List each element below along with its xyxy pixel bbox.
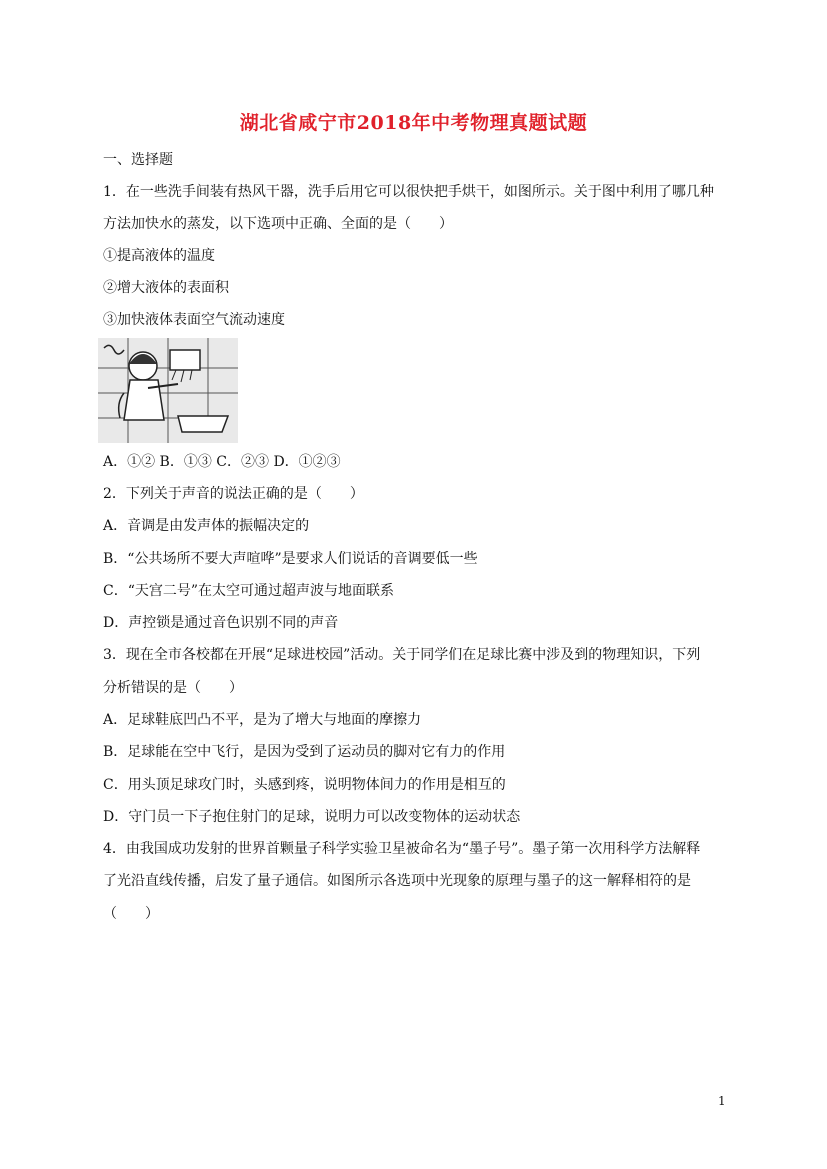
question-2-option-c: C．“天宫二号”在太空可通过超声波与地面联系: [103, 583, 395, 599]
question-1-item-3: ③加快液体表面空气流动速度: [103, 312, 285, 328]
question-1-options: A．①② B．①③ C．②③ D．①②③: [103, 454, 341, 470]
hand-dryer-illustration: [98, 338, 238, 443]
question-4-line-1: 4．由我国成功发射的世界首颗量子科学实验卫星被命名为“墨子号”。墨子第一次用科学方法解释: [103, 841, 701, 857]
question-1-line-2: 方法加快水的蒸发，以下选项中正确、全面的是（ ）: [103, 216, 453, 232]
question-1-item-2: ②增大液体的表面积: [103, 280, 229, 296]
question-4-line-3: （ ）: [103, 906, 159, 922]
question-2-option-b: B．“公共场所不要大声喧哗”是要求人们说话的音调要低一些: [103, 551, 478, 567]
question-1-line-1: 1．在一些洗手间装有热风干器，洗手后用它可以很快把手烘干，如图所示。关于图中利用了哪几种: [103, 184, 714, 200]
question-3-option-c: C．用头顶足球攻门时，头感到疼，说明物体间力的作用是相互的: [103, 777, 506, 793]
hand-dryer-drawing: [98, 338, 238, 443]
question-2-option-d: D．声控锁是通过音色识别不同的声音: [103, 615, 339, 631]
section-heading: 一、选择题: [103, 152, 173, 168]
question-3-line-1: 3．现在全市各校都在开展“足球进校园”活动。关于同学们在足球比赛中涉及到的物理知识，下列: [103, 647, 701, 663]
question-3-option-d: D．守门员一下子抱住射门的足球，说明力可以改变物体的运动状态: [103, 809, 521, 825]
question-2-option-a: A．音调是由发声体的振幅决定的: [103, 518, 310, 534]
question-3-option-a: A．足球鞋底凹凸不平，是为了增大与地面的摩擦力: [103, 712, 422, 728]
question-2-stem: 2．下列关于声音的说法正确的是（ ）: [103, 486, 364, 502]
question-1-item-1: ①提高液体的温度: [103, 248, 215, 264]
question-4-line-2: 了光沿直线传播，启发了量子通信。如图所示各选项中光现象的原理与墨子的这一解释相符的是: [103, 873, 691, 889]
page-title: 湖北省咸宁市2018年中考物理真题试题: [239, 112, 588, 134]
question-3-line-2: 分析错误的是（ ）: [103, 680, 243, 696]
page-number: 1: [718, 1094, 726, 1108]
question-3-option-b: B．足球能在空中飞行，是因为受到了运动员的脚对它有力的作用: [103, 744, 506, 760]
